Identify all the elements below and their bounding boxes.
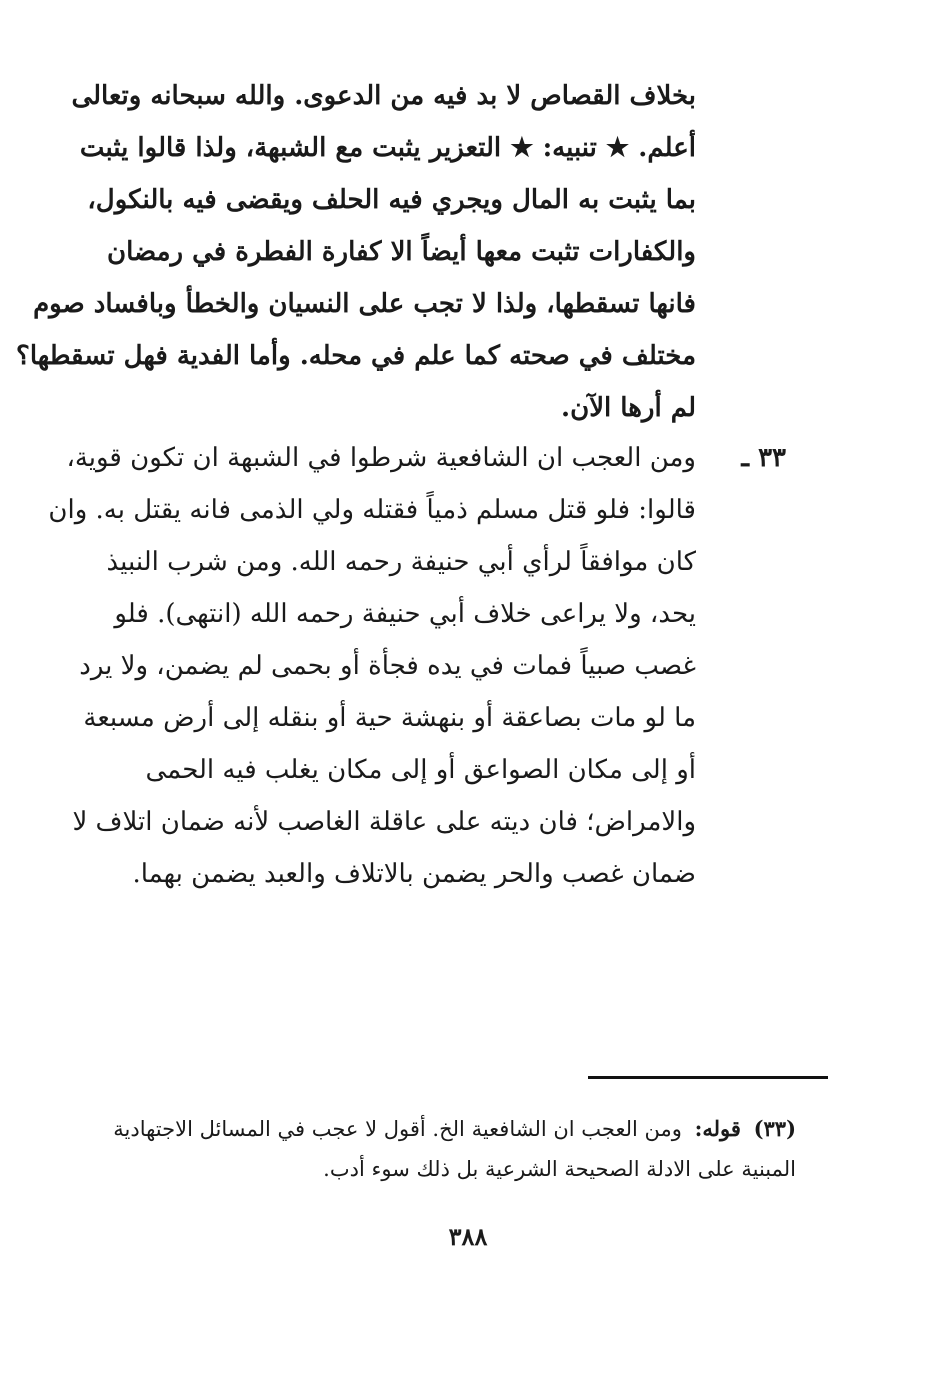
footnote-line: المبنية على الادلة الصحيحة الشرعية بل ذلك سوء أدب. [323, 1157, 796, 1181]
text-line: كان موافقاً لرأي أبي حنيفة رحمه الله. ومن شرب النبيذ [106, 547, 696, 577]
text-line: أو إلى مكان الصواعق أو إلى مكان يغلب فيه الحمى [145, 755, 696, 785]
text-line: والكفارات تثبت معها أيضاً الا كفارة الفطرة في رمضان [107, 237, 696, 267]
text-line: أعلم. ★ تنبيه: ★ التعزير يثبت مع الشبهة، ولذا قالوا يثبت [79, 133, 696, 163]
footnote-separator [588, 1076, 828, 1079]
text-line: فانها تسقطها، ولذا لا تجب على النسيان والخطأ وبافساد صوم [33, 289, 696, 319]
text-line: مختلف في صحته كما علم في محله. وأما الفدية فهل تسقطها؟ [16, 341, 696, 371]
text-line: قالوا: فلو قتل مسلم ذمياً فقتله ولي الذمى فانه يقتل به. وان [48, 495, 696, 525]
text-line: ومن العجب ان الشافعية شرطوا في الشبهة ان تكون قوية، [66, 443, 696, 473]
text-line: بما يثبت به المال ويجري فيه الحلف ويقضى فيه بالنكول، [87, 185, 696, 215]
text-line: والامراض؛ فان ديته على عاقلة الغاصب لأنه ضمان اتلاف لا [72, 807, 696, 837]
text-line: ما لو مات بصاعقة أو بنهشة حية أو بنقله إلى أرض مسبعة [83, 703, 696, 733]
footnote-marker: (٣٣) [753, 1116, 796, 1141]
text-line: ضمان غصب والحر يضمن بالاتلاف والعبد يضمن بهما. [132, 859, 696, 889]
footnote-line [76, 1112, 796, 1146]
text-line: بخلاف القصاص لا بد فيه من الدعوى. والله سبحانه وتعالى [71, 81, 696, 111]
footnote-lead: قوله: [694, 1116, 741, 1141]
text-line: لم أرها الآن. [561, 393, 696, 423]
text-line: غصب صبياً فمات في يده فجأة أو بحمى لم يضمن، ولا يرد [79, 651, 696, 681]
footnote-text: ومن العجب ان الشافعية الخ. أقول لا عجب في المسائل الاجتهادية [113, 1117, 682, 1141]
paragraph-number: ٣٣ ـ [741, 443, 786, 473]
page-number: ٣٨٨ [448, 1222, 488, 1251]
text-line: يحد، ولا يراعى خلاف أبي حنيفة رحمه الله (انتهى). فلو [114, 599, 696, 629]
